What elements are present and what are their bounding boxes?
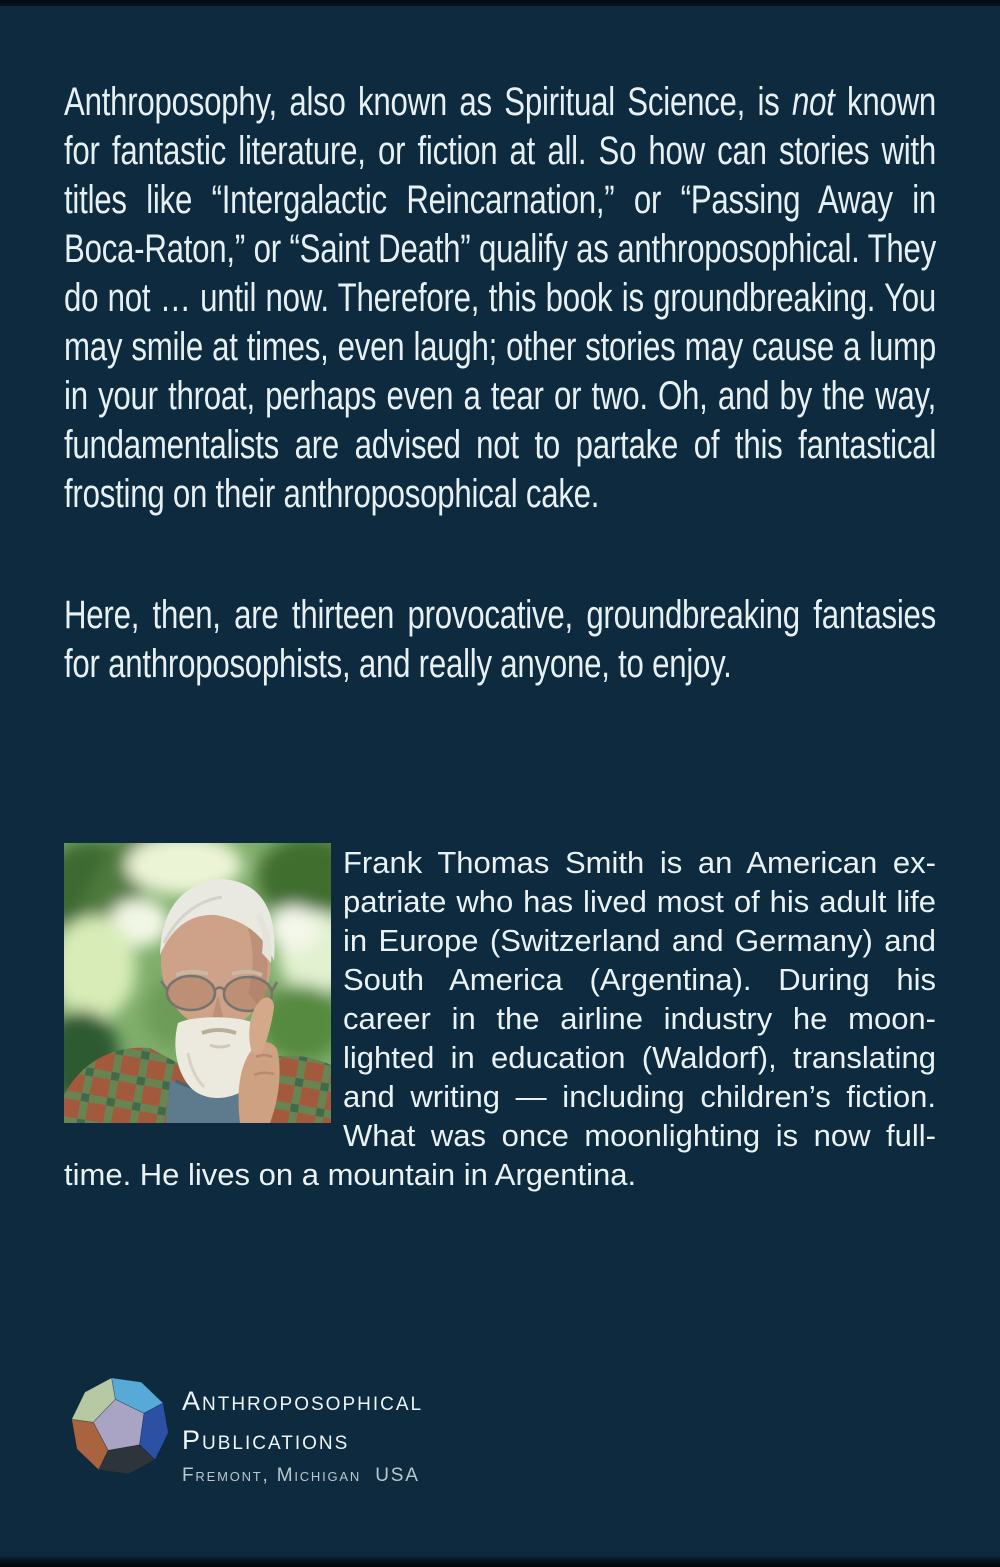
scan-edge-top	[0, 0, 1000, 6]
publisher-name-line2: Publications	[182, 1425, 350, 1455]
blurb-p1-italic-word: not	[791, 80, 835, 124]
blurb-paragraph-2	[64, 591, 936, 689]
publisher-logo-dodecahedron-icon	[68, 1372, 172, 1480]
author-photo	[64, 843, 331, 1123]
publisher-text	[182, 1372, 423, 1491]
blurb-paragraph-1	[64, 78, 936, 519]
publisher-block	[68, 1372, 423, 1491]
blurb-p2-body: Here, then, are thirteen provocative, groundbreaking fantasies for anthroposophists, and really anyone, to enjoy.	[64, 593, 937, 686]
blurb-p1-body: known for fantastic literature, or fiction at all. So how can stories with titles like “Intergalactic Reincarnation,” or “Passing Away in Boca-Raton,” or “Saint Death” qualify as anthroposophical. They do not … until now. Therefore, this book is groundbreaking. You may smile at times, even laugh; other stories may cause a lump in your throat, perhaps even a tear or two. Oh, and by the way, fundamentalists are advised not to partake of this fantastical frosting on their anthroposophical cake.	[64, 80, 937, 516]
author-section	[64, 843, 936, 1194]
publisher-name-line1: Anthroposophical	[182, 1386, 424, 1416]
publisher-location: Fremont, Michigan USA	[182, 1465, 420, 1486]
blurb-p1-lead: Anthroposophy, also known as Spiritual Science, is	[64, 80, 792, 124]
scan-edge-bottom	[0, 1555, 1000, 1567]
author-bio-text: Frank Thomas Smith is an American expatriate who has lived most of his adult life in Europe (Switzerland and Germany) and South America (Argentina). During his career in the airline industry he moonlighted in education (Waldorf), translating and writing — including children’s fiction. What was once moonlighting is now full-time. He lives on a mountain in Argentina.	[64, 845, 936, 1192]
